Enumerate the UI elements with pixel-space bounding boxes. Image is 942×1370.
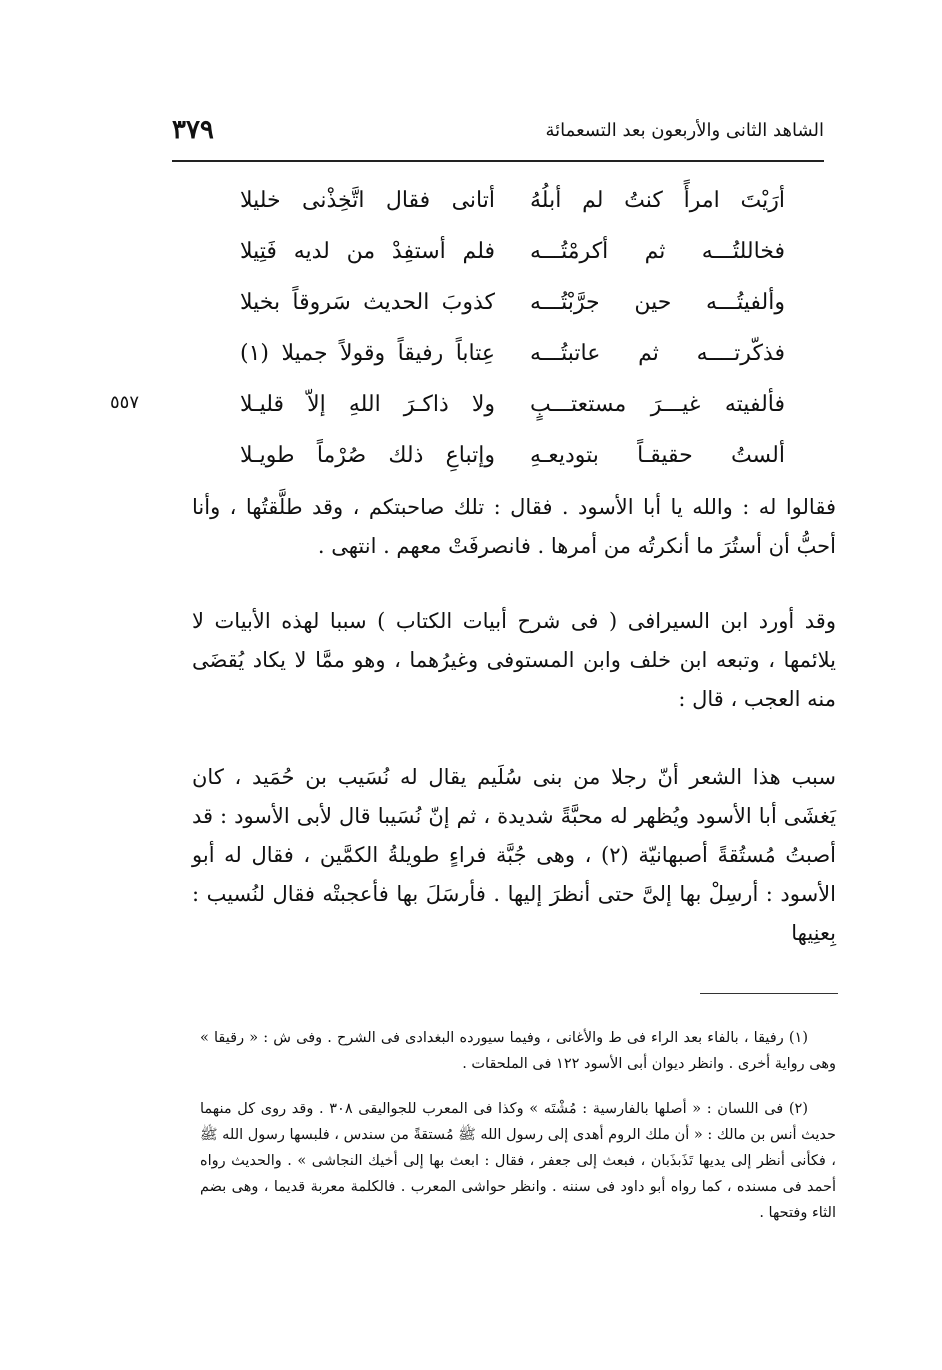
verse — [240, 379, 785, 430]
paragraph: فقالوا له : والله يا أبا الأسود . فقال : تلك صاحبتكم ، وقد طلَّقتُها ، وأنا أحبُّ أن أستُرَ ما أنكرتُه من أمرها . فانصرفَتْ معهم . انتهى . — [192, 495, 836, 558]
verse-second-hemistich: كذوبَ الحديث سَروقاً بخيلا — [240, 290, 495, 315]
verse-second-hemistich: ولا ذاكـرَ اللهِ إلاّ قليـلا — [240, 392, 495, 417]
page-number: ٣٧٩ — [172, 115, 214, 145]
verse — [240, 430, 785, 481]
footnote — [200, 1096, 836, 1226]
page-header — [172, 108, 824, 152]
running-title: الشاهد الثانى والأربعون بعد التسعمائة — [545, 119, 824, 141]
verse — [240, 226, 785, 277]
verse-first-hemistich: فخاللتُـــه ثم أكرمْتُـــه — [530, 239, 785, 264]
verse-first-hemistich: فألفيته غيـــرَ مستعتـــبٍ — [530, 392, 785, 417]
verse-second-hemistich: عِتاباً رفيقاً وقولاً جميلا (١) — [240, 341, 495, 366]
verse-second-hemistich: فلم أستفِدْ من لديه فَتِيلا — [240, 239, 495, 264]
header-rule — [172, 160, 824, 162]
footnote — [200, 1025, 836, 1077]
verse — [240, 175, 785, 226]
footnote-text: (٢) فى اللسان : « أصلها بالفارسية : مُشْتَه » وكذا فى المعرب للجواليقى ٣٠٨ . وقد روى كل منهما حديث أنس بن مالك : « أن ملك الروم أهدى إلى رسول الله ﷺ مُستقةً من سندس ، فلبسها رسول الله ﷺ ، فكأنى أنظر إلى يديها تَذَبذَبان ، فبعث إلى جعفر ، فقال : ابعث بها إلى أخيك النجاشى » . والحديث رواه أحمد فى مسنده ، كما رواه أبو داود فى سننه . وانظر حواشى المعرب . فالكلمة معربة قديما ، وهى بضم الثاء وفتحها . — [200, 1101, 836, 1221]
margin-number: ٥٥٧ — [110, 392, 140, 413]
verse-second-hemistich: أتانى فقال اتَّخِذْنى خليلا — [240, 188, 495, 213]
verse-first-hemistich: أرَيْتَ امرأً كنتُ لم أبلُهُ — [530, 188, 785, 213]
verse — [240, 277, 785, 328]
footnote-rule — [700, 993, 838, 994]
poem — [240, 175, 785, 481]
paragraph: سبب هذا الشعر أنّ رجلا من بنى سُلَيم يقال له نُسَيب بن حُمَيد ، كان يَغشَى أبا الأسود ويُظهر له محبَّةً شديدة ، ثم إنّ نُسَيبا قال لأبى الأسود : قد أصبتُ مُستُقةً أصبهانيّة (٢) ، وهى جُبَّة فراءٍ طويلةُ الكمَّين ، فقال له أبو الأسود : أرسِلْ بها إلىَّ حتى أنظرَ إليها . فأرسَلَ بها فأعجبتْه فقال لنُسيب : بِعنِيها — [192, 765, 836, 945]
footnote-text: (١) رفيقا ، بالفاء بعد الراء فى ط والأغانى ، وفيما سيورده البغدادى فى الشرح . وفى ش : « رقيقا » وهى رواية أخرى . وانظر ديوان أبى الأسود ١٢٢ فى الملحقات . — [200, 1030, 836, 1072]
verse — [240, 328, 785, 379]
verse-second-hemistich: وإتباعِ ذلك صُرْماً طويـلا — [240, 443, 495, 468]
paragraph: وقد أورد ابن السيرافى ( فى شرح أبيات الكتاب ) سببا لهذه الأبيات لا يلائمها ، وتبعه ابن خلف وابن المستوفى وغيرُهما ، وهو ممَّا لا يكاد يُقضَى منه العجب ، قال : — [192, 609, 836, 711]
verse-first-hemistich: ألستُ حقيقـاً بتوديعـهِ — [530, 443, 785, 468]
verse-first-hemistich: وألفيتُـــه حين جرَّبْتُـــه — [530, 290, 785, 315]
verse-first-hemistich: فذكّرتــــه ثم عاتبتُـــه — [530, 341, 785, 366]
